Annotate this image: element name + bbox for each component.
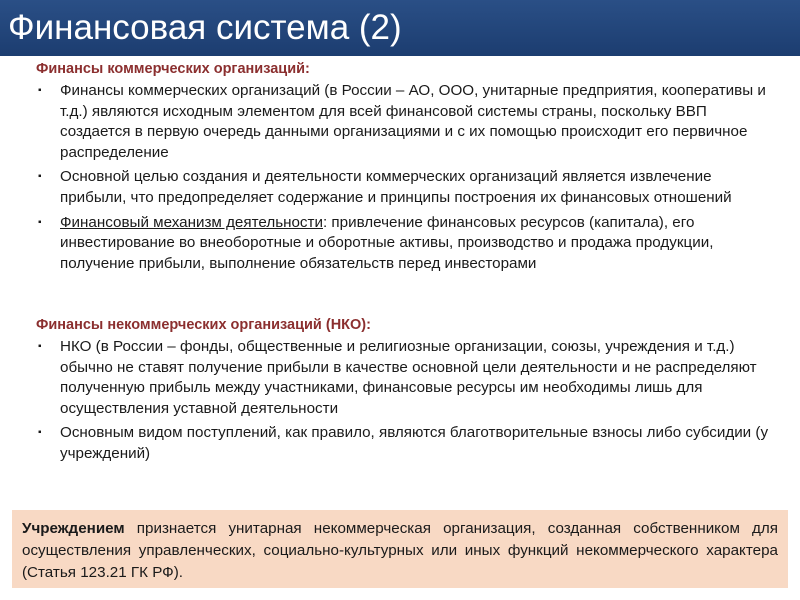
bullet-icon: ▪: [38, 341, 42, 352]
bullet-icon: ▪: [38, 85, 42, 96]
list-item: [36, 81, 776, 163]
noncommercial-heading: Финансы некоммерческих организаций (НКО):: [36, 317, 371, 333]
commercial-section: [36, 60, 776, 278]
bullet-text: Основным видом поступлений, как правило, являются благотворительные взносы либо субсидии (у учреждений): [60, 424, 769, 462]
bullet-text: НКО (в России – фонды, общественные и религиозные организации, союзы, учреждения и т.д.) обычно не ставят получение прибыли в качестве основной цели деятельности и не распределяют полученную прибыль между участниками, финансовые ресурсы им необходимы лишь для осуществления уставной деятельности: [60, 338, 757, 417]
title-bar: [0, 0, 800, 56]
institution-definition-box: [12, 510, 788, 588]
list-item: [36, 423, 776, 464]
commercial-bullet-list: [36, 81, 776, 274]
list-item: [36, 167, 776, 208]
bullet-text: Основной целью создания и деятельности коммерческих организаций является извлечение прибыли, что предопределяет содержание и принципы построения их финансовых отношений: [60, 168, 732, 206]
page-title: Финансовая система (2): [8, 8, 402, 47]
bullet-icon: ▪: [38, 427, 42, 439]
list-item: [36, 213, 776, 275]
bullet-icon: ▪: [38, 171, 42, 183]
noncommercial-bullet-list: [36, 337, 776, 465]
bullet-icon: ▪: [38, 216, 42, 228]
institution-term: Учреждением: [22, 520, 125, 537]
bullet-text: : привлечение финансовых ресурсов (капитала), его инвестирование во внеоборотные и оборотные активы, производство и продажа продукции, получение прибыли, выполнение обязательств перед инвесторами: [60, 213, 714, 272]
institution-definition-text: признается унитарная некоммерческая организация, созданная собственником для осуществления управленческих, социально-культурных или иных функций некоммерческого характера (Статья 123.21 ГК РФ).: [22, 520, 778, 581]
financial-mechanism-term: Финансовый механизм деятельности: [60, 213, 323, 231]
bullet-text: Финансы коммерческих организаций (в России – АО, ООО, унитарные предприятия, кооперативы и т.д.) являются исходным элементом для всей финансовой системы страны, поскольку ВВП создается в первую очередь данными организациями и с их помощью происходит его первичное распределение: [60, 82, 766, 161]
list-item: [36, 337, 776, 419]
noncommercial-section: [36, 316, 776, 469]
commercial-heading: Финансы коммерческих организаций:: [36, 61, 310, 77]
